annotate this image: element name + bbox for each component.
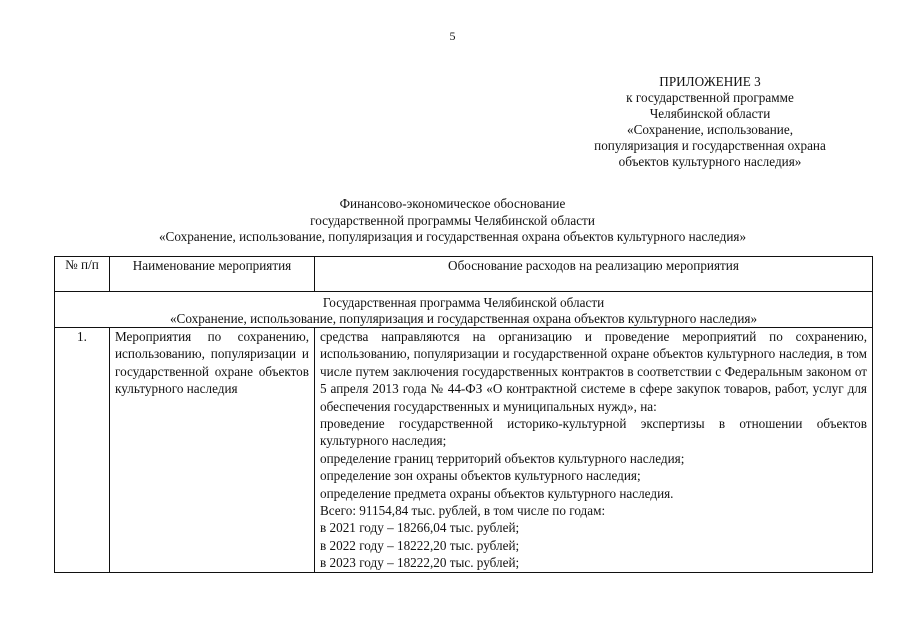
basis-item: определение зон охраны объектов культурного наследия;	[320, 468, 641, 484]
heading-line: «Сохранение, использование, популяризация и государственная охрана объектов культурного наследия»	[158, 229, 747, 244]
appendix-block	[560, 74, 860, 170]
program-line: «Сохранение, использование, популяризация и государственная охрана объектов культурного наследия»	[169, 311, 758, 326]
basis-item: проведение государственной историко-культурной экспертизы в отношении объектов культурного наследия;	[320, 416, 867, 449]
appendix-title: ПРИЛОЖЕНИЕ 3	[659, 74, 761, 89]
basis-year: в 2023 году – 18222,20 тыс. рублей;	[320, 555, 520, 571]
program-row	[55, 292, 873, 328]
document-heading	[0, 196, 905, 246]
justification-table	[54, 256, 873, 573]
table-row	[55, 328, 873, 573]
appendix-line: к государственной программе	[626, 90, 794, 105]
basis-total: Всего: 91154,84 тыс. рублей, в том числе по годам:	[320, 503, 606, 519]
program-line: Государственная программа Челябинской области	[322, 295, 605, 310]
appendix-line: популяризация и государственная охрана	[594, 138, 826, 153]
heading-line: государственной программы Челябинской области	[310, 212, 595, 228]
row-number: 1.	[55, 328, 110, 573]
header-name: Наименование мероприятия	[110, 257, 315, 292]
program-cell	[55, 292, 873, 328]
header-basis: Обоснование расходов на реализацию мероприятия	[315, 257, 873, 292]
table-header-row	[55, 257, 873, 292]
row-basis	[315, 328, 873, 573]
basis-year: в 2022 году – 18222,20 тыс. рублей;	[320, 537, 520, 553]
page-number: 5	[449, 29, 456, 43]
appendix-line: объектов культурного наследия»	[618, 154, 802, 169]
row-name: Мероприятия по сохранению, использованию, популяризации и государственной охране объектов культурного наследия	[110, 328, 315, 573]
appendix-line: «Сохранение, использование,	[626, 122, 794, 137]
heading-line: Финансово-экономическое обоснование	[339, 196, 566, 211]
basis-paragraph: средства направляются на организацию и проведение мероприятий по сохранению, использованию, популяризации и государственной охране объектов культурного наследия, в том числе путем заключения государственных контрактов в соответствии с Федеральным законом от 5 апреля 2013 года № 44-ФЗ «О контрактной системе в сфере закупок товаров, работ, услуг для обеспечения государственных и муниципальных нужд», на:	[320, 329, 867, 414]
basis-item: определение границ территорий объектов культурного наследия;	[320, 450, 685, 466]
basis-year: в 2021 году – 18266,04 тыс. рублей;	[320, 520, 520, 536]
basis-item: определение предмета охраны объектов культурного наследия.	[320, 485, 674, 501]
header-num: № п/п	[55, 257, 110, 292]
appendix-line: Челябинской области	[649, 106, 771, 121]
